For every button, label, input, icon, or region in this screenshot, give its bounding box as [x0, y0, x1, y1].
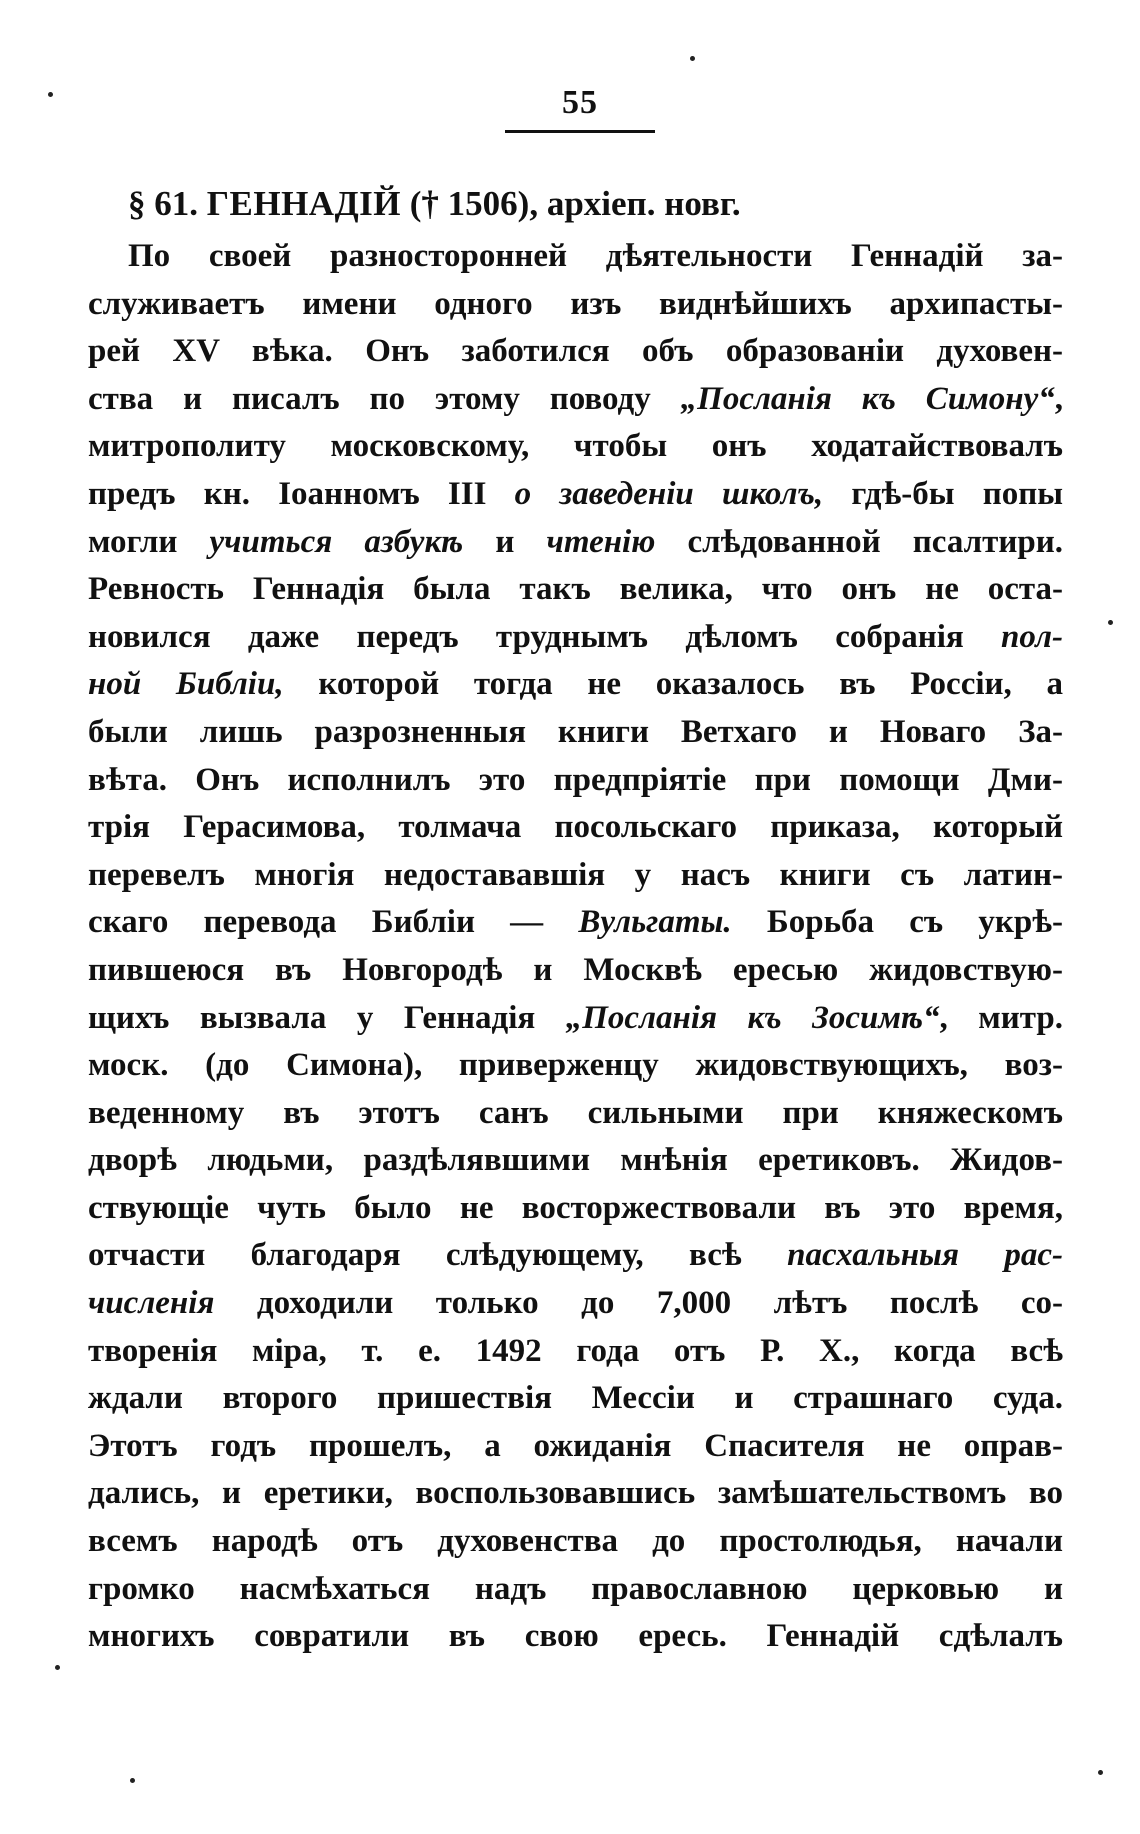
text-line	[88, 899, 1063, 947]
text-line	[88, 661, 1063, 709]
text-line	[88, 1613, 1063, 1661]
text-segment: были лишь разрозненныя книги Ветхаго и Новаго За-	[88, 713, 1063, 750]
text-segment: пившеюся въ Новгородѣ и Москвѣ ересью жидовствую-	[88, 951, 1063, 988]
page-number: 55	[562, 84, 598, 121]
italic-text: ной Библіи,	[88, 666, 284, 703]
text-line	[88, 614, 1063, 662]
text-line	[88, 1375, 1063, 1423]
section-number: § 61.	[128, 184, 198, 223]
text-segment: перевелъ многія недостававшія у насъ книги съ латин-	[88, 856, 1063, 893]
italic-text: пасхальныя рас-	[787, 1237, 1063, 1274]
text-line	[88, 852, 1063, 900]
text-line	[88, 1518, 1063, 1566]
italic-text: численія	[88, 1285, 215, 1322]
text-line	[88, 1328, 1063, 1376]
text-segment: гдѣ-бы попы	[823, 475, 1063, 512]
text-segment: служиваетъ имени одного изъ виднѣйшихъ архипасты-	[88, 285, 1063, 322]
text-segment: отчасти благодаря слѣдующему, всѣ	[88, 1237, 788, 1274]
text-segment: громко насмѣхаться надъ православною церковью и	[88, 1570, 1063, 1607]
text-segment: дались, и еретики, воспользовавшись замѣшательствомъ во	[88, 1475, 1063, 1512]
speck	[690, 56, 695, 61]
speck	[55, 1665, 60, 1670]
text-segment: и	[463, 523, 547, 560]
text-segment: предъ кн. Іоанномъ III	[88, 475, 515, 512]
text-segment: Борьба съ укрѣ-	[731, 904, 1063, 941]
text-segment: ства и писалъ по этому поводу	[88, 380, 681, 417]
text-line	[88, 1185, 1063, 1233]
italic-text: Вульгаты.	[578, 904, 732, 941]
text-line	[88, 1423, 1063, 1471]
section-heading	[128, 184, 1028, 224]
text-line	[88, 423, 1063, 471]
text-segment: веденному въ этотъ санъ сильными при княжескомъ	[88, 1094, 1063, 1131]
section-subtitle: († 1506), архіеп. новг.	[409, 184, 741, 223]
text-segment: доходили только до 7,000 лѣтъ послѣ со-	[214, 1285, 1063, 1322]
text-line	[88, 328, 1063, 376]
speck	[48, 92, 53, 97]
italic-text: о заведеніи школъ,	[514, 475, 824, 512]
text-segment: моск. (до Симона), приверженцу жидовствующихъ, воз-	[88, 1047, 1063, 1084]
text-line	[88, 1090, 1063, 1138]
text-segment: вѣта. Онъ исполнилъ это предпріятіе при помощи Дми-	[88, 761, 1063, 798]
text-line	[88, 1566, 1063, 1614]
italic-text: „Посланія къ Симону“	[680, 380, 1055, 417]
text-line	[88, 757, 1063, 805]
text-line	[88, 566, 1063, 614]
text-segment: всемъ народѣ отъ духовенства до простолюдья, начали	[88, 1523, 1063, 1560]
text-line	[88, 519, 1063, 567]
text-segment: щихъ вызвала у Геннадія	[88, 999, 566, 1036]
text-line	[88, 376, 1063, 424]
text-line	[88, 281, 1063, 329]
text-segment: которой тогда не оказалось въ Россіи, а	[283, 666, 1063, 703]
text-segment: слѣдованной псалтири.	[655, 523, 1063, 560]
text-line	[88, 1232, 1063, 1280]
text-line	[88, 233, 1063, 281]
speck	[1108, 620, 1113, 625]
text-segment: , митр.	[939, 999, 1063, 1036]
body-paragraph	[88, 233, 1063, 1661]
text-segment: Ревность Геннадія была такъ велика, что онъ не оста-	[88, 571, 1063, 608]
text-segment: По своей разносторонней дѣятельности Геннадій за-	[128, 238, 1063, 274]
text-segment: могли	[88, 523, 210, 560]
text-segment: ствующіе чуть было не восторжествовали въ это время,	[88, 1189, 1063, 1226]
text-segment: митрополиту московскому, чтобы онъ ходатайствовалъ	[88, 428, 1063, 465]
italic-text: учиться азбукѣ	[209, 523, 464, 560]
text-line	[88, 1470, 1063, 1518]
section-name: ГЕННАДІЙ	[206, 184, 402, 223]
text-segment: рей XV вѣка. Онъ заботился объ образованіи духовен-	[88, 333, 1063, 370]
text-line	[88, 1042, 1063, 1090]
speck	[1098, 1770, 1103, 1775]
text-line	[88, 995, 1063, 1043]
page-number-rule	[505, 130, 655, 133]
text-segment: ждали второго пришествія Мессіи и страшнаго суда.	[88, 1380, 1063, 1417]
text-line	[88, 709, 1063, 757]
text-line	[88, 471, 1063, 519]
text-segment: творенія міра, т. е. 1492 года отъ Р. Х., когда всѣ	[88, 1332, 1063, 1369]
text-line	[88, 804, 1063, 852]
text-segment: Этотъ годъ прошелъ, а ожиданія Спасителя не оправ-	[88, 1427, 1063, 1464]
italic-text: чтенію	[546, 523, 656, 560]
text-segment: трія Герасимова, толмача посольскаго приказа, который	[88, 809, 1063, 846]
text-segment: ,	[1054, 380, 1063, 417]
text-segment: новился даже передъ труднымъ дѣломъ собранія	[88, 618, 1002, 655]
text-line	[88, 947, 1063, 995]
text-segment: многихъ совратили въ свою ересь. Геннадій сдѣлалъ	[88, 1618, 1063, 1655]
text-segment: дворѣ людьми, раздѣлявшими мнѣнія еретиковъ. Жидов-	[88, 1142, 1063, 1179]
italic-text: „Посланія къ Зосимѣ“	[565, 999, 940, 1036]
text-line	[88, 1137, 1063, 1185]
text-segment: скаго перевода Библіи —	[88, 904, 579, 941]
text-line	[88, 1280, 1063, 1328]
italic-text: пол-	[1001, 618, 1063, 655]
speck	[130, 1778, 135, 1783]
